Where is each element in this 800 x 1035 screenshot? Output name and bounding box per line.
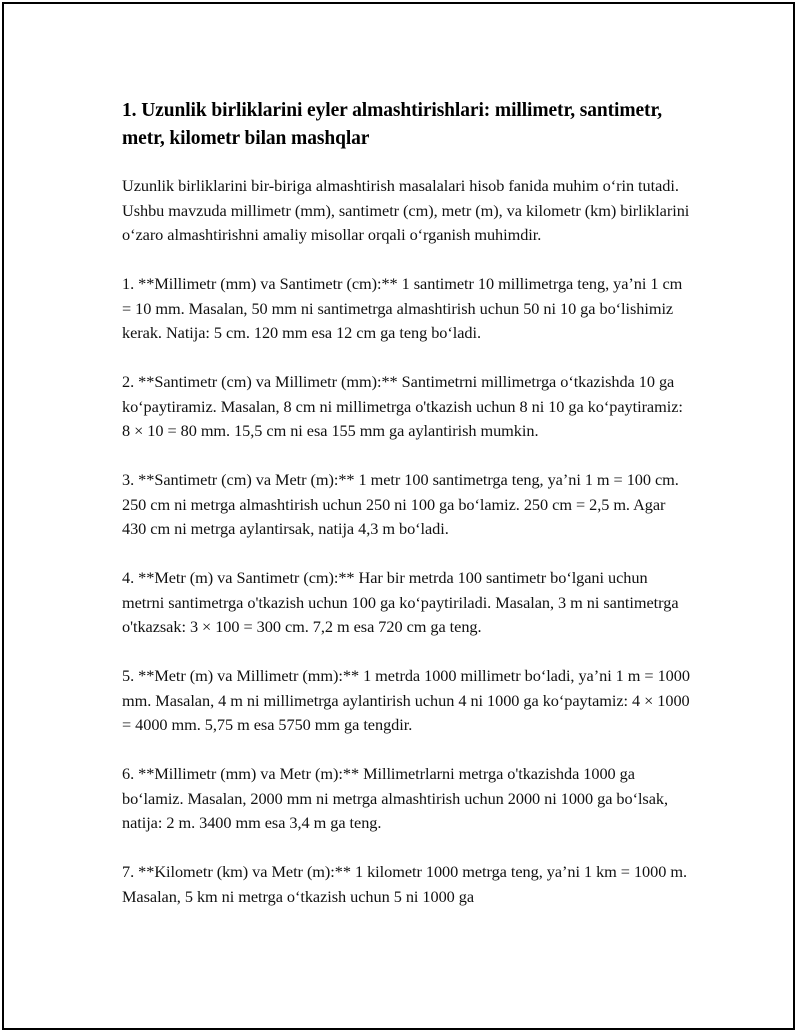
- section-paragraph-5: 5. **Metr (m) va Millimetr (mm):** 1 metrda 1000 millimetr bo‘ladi, ya’ni 1 m = 1000 mm. Masalan, 4 m ni millimetrga aylantirish uchun 4 ni 1000 ga ko‘paytamiz: 4 × 1000 = 4000 mm. 5,75 m esa 5750 mm ga tengdir.: [122, 666, 690, 734]
- section-paragraph-2: 2. **Santimetr (cm) va Millimetr (mm):** Santimetrni millimetrga o‘tkazishda 10 ga ko‘paytiramiz. Masalan, 8 cm ni millimetrga o'tkazish uchun 8 ni 10 ga ko‘paytiramiz: 8 × 10 = 80 mm. 15,5 cm ni esa 155 mm ga aylantirish mumkin.: [122, 372, 683, 440]
- section-paragraph-4: 4. **Metr (m) va Santimetr (cm):** Har bir metrda 100 santimetr bo‘lgani uchun metrni santimetrga o'tkazish uchun 100 ga ko‘paytiriladi. Masalan, 3 m ni santimetrga o'tkazsak: 3 × 100 = 300 cm. 7,2 m esa 720 cm ga teng.: [122, 568, 679, 636]
- page-frame: [2, 2, 795, 1030]
- intro-paragraph: Uzunlik birliklarini bir-biriga almashtirish masalalari hisob fanida muhim o‘rin tutadi. Ushbu mavzuda millimetr (mm), santimetr (cm), metr (m), va kilometr (km) birliklarini o‘zaro almashtirishni amaliy misollar orqali o‘rganish muhimdir.: [122, 176, 690, 244]
- section-paragraph-7: 7. **Kilometr (km) va Metr (m):** 1 kilometr 1000 metrga teng, ya’ni 1 km = 1000 m. Masalan, 5 km ni metrga o‘tkazish uchun 5 ni 1000 ga: [122, 862, 687, 906]
- section-paragraph-1: 1. **Millimetr (mm) va Santimetr (cm):** 1 santimetr 10 millimetrga teng, ya’ni 1 cm = 10 mm. Masalan, 50 mm ni santimetrga almashtirish uchun 50 ni 10 ga bo‘lishimiz kerak. Natija: 5 cm. 120 mm esa 12 cm ga teng bo‘ladi.: [122, 274, 683, 342]
- section-paragraph-6: 6. **Millimetr (mm) va Metr (m):** Millimetrlarni metrga o'tkazishda 1000 ga bo‘lamiz. Masalan, 2000 mm ni metrga almashtirish uchun 2000 ni 1000 ga bo‘lsak, natija: 2 m. 3400 mm esa 3,4 m ga teng.: [122, 764, 669, 832]
- section-paragraph-3: 3. **Santimetr (cm) va Metr (m):** 1 metr 100 santimetrga teng, ya’ni 1 m = 100 cm. 250 cm ni metrga almashtirish uchun 250 ni 100 ga bo‘lamiz. 250 cm = 2,5 m. Agar 430 cm ni metrga aylantirsak, natija 4,3 m bo‘ladi.: [122, 470, 679, 538]
- document-body: [122, 97, 692, 909]
- document-title: 1. Uzunlik birliklarini eyler almashtirishlari: millimetr, santimetr, metr, kilometr bilan mashqlar: [122, 100, 662, 149]
